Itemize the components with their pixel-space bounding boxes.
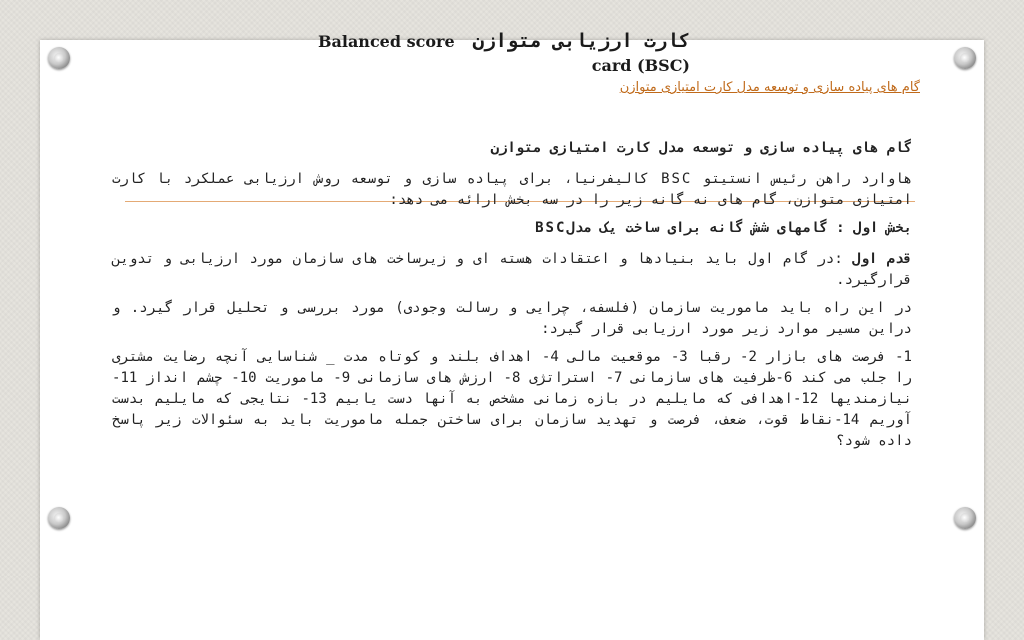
title-persian: کارت ارزیابی متوازن: [472, 30, 690, 52]
title-english-part1: Balanced score: [317, 32, 455, 51]
mission-paragraph: در این راه باید ماموریت سازمان (فلسفه، چرایی و رسالت وجودی) مورد بررسی و تحلیل قرار گیرد. و دراین مسیر موارد زیر مورد ارزیابی قرار گیرد:: [112, 300, 912, 337]
pin-icon-top-left: [48, 47, 70, 69]
items-paragraph: 1- فرصت های بازار 2- رقبا 3- موقعیت مالی 4- اهداف بلند و کوتاه مدت _ شناسایی آنچه رضایت مشتری را جلب می کند 6-ظرفیت های سازمانی 7- استراتژی 8- ارزش های سازمانی 9- ماموریت 10- چشم انداز 11- نیازمندیها 12-اهدافی که مایلیم در بازه زمانی مشخص به آنها دست یابیم 13- نتایجی که مایلیم بدست آوریم 14-نقاط قوت، ضعف، فرصت و تهدید سازمان برای ساختن جمله ماموریت باید به سئوالات زیر پاسخ داده شود؟: [112, 349, 912, 449]
step1-text: :در گام اول باید بنیادها و اعتقادات هسته ای و زیرساخت های سازمان مورد ارزیابی و تدوین قرارگیرد.: [112, 251, 912, 288]
pin-icon-bottom-left: [48, 507, 70, 529]
pin-icon-top-right: [954, 47, 976, 69]
slide-title: [250, 30, 690, 78]
body-heading: گام های پیاده سازی و توسعه مدل کارت امتیازی متوازن: [490, 140, 912, 156]
intro-paragraph: هاوارد راهن رئیس انستیتو BSC کالیفرنیا، برای پیاده سازی و توسعه روش ارزیابی عملکرد با کارت امتیازی متوازن، گام های نه گانه زیر را در سه بخش ارائه می دهد:: [112, 171, 912, 208]
pin-icon-bottom-right: [954, 507, 976, 529]
step1-label: قدم اول: [852, 251, 912, 267]
section-heading: بخش اول : گامهای شش گانه برای ساخت یک مدلBSC: [535, 220, 912, 236]
slide-body: [112, 138, 912, 459]
slide-subtitle-link[interactable]: گام های پیاده سازی و توسعه مدل کارت امتیازی متوازن: [619, 80, 920, 95]
step1-paragraph: [112, 249, 912, 291]
title-english-part2: card (BSC): [591, 56, 690, 75]
